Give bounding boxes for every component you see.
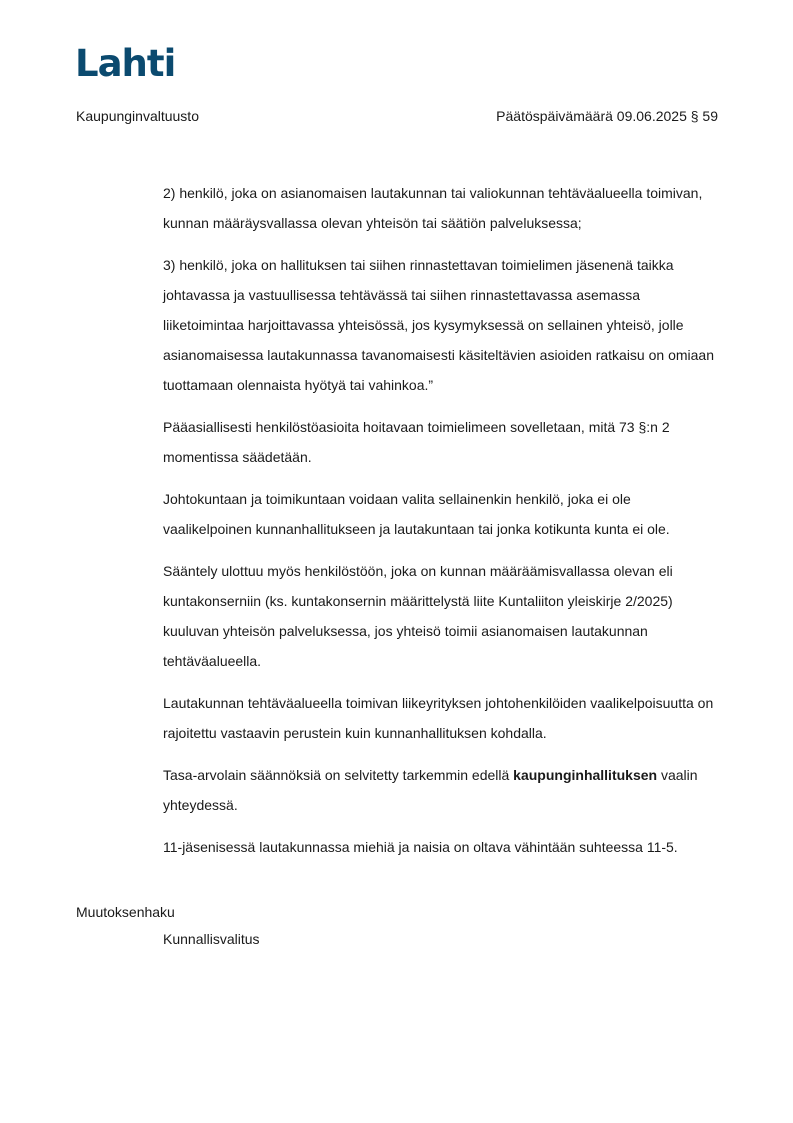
paragraph: Johtokuntaan ja toimikuntaan voidaan valita sellainenkin henkilö, joka ei ole vaalikelpoinen kunnanhallitukseen ja lautakuntaan tai jonka kotikunta kunta ei ole. xyxy=(163,491,670,537)
paragraph: 11-jäsenisessä lautakunnassa miehiä ja naisia on oltava vähintään suhteessa 11-5. xyxy=(163,839,678,855)
paragraph: Sääntely ulottuu myös henkilöstöön, joka on kunnan määräämisvallassa olevan eli kuntakonserniin (ks. kuntakonsernin määrittelystä liite Kuntaliiton yleiskirje 2/2025) kuuluvan yhteisön palveluksessa, jos yhteisö toimii asianomaisen lautakunnan tehtäväalueella. xyxy=(163,563,673,669)
text-run: vaalin yhteydessä. xyxy=(163,767,698,813)
appeal-type: Kunnallisvalitus xyxy=(163,931,260,947)
bold-text-run: kaupunginhallituksen xyxy=(513,767,658,783)
paragraph: Pääasiallisesti henkilöstöasioita hoitavaan toimielimeen sovelletaan, mitä 73 §:n 2 momentissa säädetään. xyxy=(163,419,670,465)
body-name: Kaupunginvaltuusto xyxy=(76,108,199,124)
paragraph: 3) henkilö, joka on hallituksen tai siihen rinnastettavan toimielimen jäsenenä taikka johtavassa ja vastuullisessa tehtävässä tai siihen rinnastettavassa asemassa liiketoimintaa harjoittavassa yhteisössä, jos kysymyksessä on sellainen yhteisö, jolle asianomaisessa lautakunnassa tavanomaisesti käsiteltävien asioiden ratkaisu on omiaan tuottamaan olennaista hyötyä tai vahinkoa.” xyxy=(163,257,714,393)
paragraph-tasa-arvo xyxy=(163,760,723,820)
paragraph: Lautakunnan tehtäväalueella toimivan liikeyrityksen johtohenkilöiden vaalikelpoisuutta on rajoitettu vastaavin perustein kuin kunnanhallituksen kohdalla. xyxy=(163,695,714,741)
paragraph: 2) henkilö, joka on asianomaisen lautakunnan tai valiokunnan tehtäväalueella toimivan, kunnan määräysvallassa olevan yhteisön tai säätiön palveluksessa; xyxy=(163,185,703,231)
document-body xyxy=(163,178,723,874)
text-run: Tasa-arvolain säännöksiä on selvitetty tarkemmin edellä xyxy=(163,767,514,783)
decision-date: Päätöspäivämäärä 09.06.2025 § 59 xyxy=(496,108,718,124)
appeal-section-title: Muutoksenhaku xyxy=(76,904,175,920)
lahti-logo: Lahti xyxy=(75,42,176,85)
